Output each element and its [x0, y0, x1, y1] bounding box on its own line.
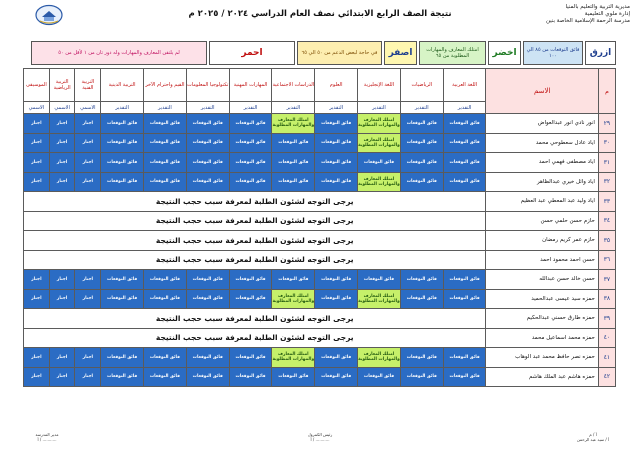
grade-cell: فائق التوقعات — [400, 153, 443, 173]
grade-cell: فائق التوقعات — [186, 114, 229, 134]
grade-cell: فائق التوقعات — [101, 289, 144, 309]
grade-cell: فائق التوقعات — [229, 172, 272, 192]
grade-cell: فائق التوقعات — [272, 172, 315, 192]
grade-cell: اجتاز — [75, 114, 101, 134]
grade-cell: فائق التوقعات — [443, 153, 486, 173]
grade-cell: اجتاز — [24, 270, 50, 290]
grade-cell: فائق التوقعات — [143, 367, 186, 387]
grade-cell: فائق التوقعات — [443, 270, 486, 290]
grade-cell: فائق التوقعات — [143, 153, 186, 173]
header-subject-math: الرياضيات — [400, 69, 443, 102]
grade-cell: فائق التوقعات — [315, 153, 358, 173]
row-number: ٣١ — [598, 153, 615, 173]
grade-cell: اجتاز — [49, 289, 75, 309]
grade-cell: اجتاز — [24, 114, 50, 134]
grade-cell: اجتاز — [75, 172, 101, 192]
grade-cell: فائق التوقعات — [186, 153, 229, 173]
grade-cell: امتلك المعارف والمهارات المطلوبة — [272, 289, 315, 309]
table-row — [24, 309, 616, 329]
grade-cell: فائق التوقعات — [443, 172, 486, 192]
row-number: ٣٧ — [598, 270, 615, 290]
grade-cell: امتلك المعارف والمهارات المطلوبة — [358, 114, 401, 134]
grade-cell: فائق التوقعات — [400, 348, 443, 368]
grade-cell: فائق التوقعات — [400, 172, 443, 192]
grade-cell: فائق التوقعات — [186, 289, 229, 309]
grade-cell: اجتاز — [49, 270, 75, 290]
grade-cell: فائق التوقعات — [101, 348, 144, 368]
grade-cell: امتلك المعارف والمهارات المطلوبة — [358, 289, 401, 309]
grade-cell: فائق التوقعات — [186, 367, 229, 387]
header-subject-music: الموسيقى — [24, 69, 50, 102]
table-row — [24, 114, 616, 134]
student-name: حسن خالد حسن عبدالله — [486, 270, 598, 290]
row-number: ٣٦ — [598, 250, 615, 270]
header-grade-4: التقدير — [315, 102, 358, 114]
row-number: ٣٣ — [598, 192, 615, 212]
grade-cell: اجتاز — [75, 367, 101, 387]
row-number: ٣٩ — [598, 309, 615, 329]
header-subject-religion: التربية الدينية — [101, 69, 144, 102]
grade-cell: فائق التوقعات — [315, 289, 358, 309]
header-grade-3: التقدير — [358, 102, 401, 114]
grade-cell: فائق التوقعات — [229, 289, 272, 309]
grade-cell: امتلك المعارف والمهارات المطلوبة — [358, 172, 401, 192]
legend-green-description: امتلك المعارف والمهارات المطلوبة من ٦٥ — [419, 41, 486, 65]
grade-cell: فائق التوقعات — [443, 348, 486, 368]
grade-cell: فائق التوقعات — [229, 133, 272, 153]
grade-cell: اجتاز — [49, 153, 75, 173]
grade-cell: فائق التوقعات — [101, 133, 144, 153]
org-line-1: مديرية التربية والتعليم بالمنيا — [565, 4, 630, 10]
grade-cell: فائق التوقعات — [315, 172, 358, 192]
signature-center: رئيس الكنترول أ / ........... — [307, 432, 333, 442]
grade-cell: فائق التوقعات — [143, 270, 186, 290]
student-name: اياد وائل خيري عبدالظاهر — [486, 172, 598, 192]
grade-cell: اجتاز — [24, 172, 50, 192]
grade-cell: فائق التوقعات — [229, 270, 272, 290]
grade-cell: فائق التوقعات — [143, 348, 186, 368]
header-grade-10: الاسمي — [75, 102, 101, 114]
withheld-result-message: يرجى التوجه لشئون الطلبة لمعرفة سبب حجب النتيجة — [24, 250, 486, 270]
grade-cell: اجتاز — [75, 289, 101, 309]
grade-cell: فائق التوقعات — [315, 348, 358, 368]
table-row — [24, 192, 616, 212]
grade-cell: فائق التوقعات — [400, 289, 443, 309]
grade-cell: فائق التوقعات — [186, 348, 229, 368]
legend-blue-label: ازرق — [585, 41, 616, 65]
grade-cell: اجتاز — [75, 270, 101, 290]
grade-cell: اجتاز — [75, 153, 101, 173]
grade-cell: فائق التوقعات — [272, 270, 315, 290]
legend-yellow-label: اصفر — [384, 41, 417, 65]
row-number: ٢٩ — [598, 114, 615, 134]
row-number: ٣٠ — [598, 133, 615, 153]
row-number: ٣٨ — [598, 289, 615, 309]
grade-cell: فائق التوقعات — [101, 114, 144, 134]
grade-cell: فائق التوقعات — [272, 367, 315, 387]
grade-cell: فائق التوقعات — [443, 133, 486, 153]
header-grade-9: التقدير — [101, 102, 144, 114]
student-name: انور نادي انور عبدالعواض — [486, 114, 598, 134]
header-grade-11: الاسمي — [49, 102, 75, 114]
grade-cell: اجتاز — [49, 114, 75, 134]
table-row — [24, 211, 616, 231]
header-grade-2: التقدير — [400, 102, 443, 114]
grade-cell: فائق التوقعات — [400, 270, 443, 290]
row-number: ٤٢ — [598, 367, 615, 387]
grade-cell: فائق التوقعات — [186, 270, 229, 290]
header-grade-12: الاسمي — [24, 102, 50, 114]
withheld-result-message: يرجى التوجه لشئون الطلبة لمعرفة سبب حجب النتيجة — [24, 211, 486, 231]
grade-cell: فائق التوقعات — [358, 153, 401, 173]
grade-cell: فائق التوقعات — [101, 270, 144, 290]
grade-cell: اجتاز — [75, 133, 101, 153]
header-subject-english: اللغة الإنجليزية — [358, 69, 401, 102]
legend-green-label: اخضر — [488, 41, 521, 65]
student-name: حمزه سيد عيسى عبدالحميد — [486, 289, 598, 309]
grade-cell: فائق التوقعات — [186, 133, 229, 153]
header-subject-ict: تكنولوجيا المعلومات — [186, 69, 229, 102]
table-row — [24, 328, 616, 348]
student-name: حسن احمد محمود احمد — [486, 250, 598, 270]
grade-cell: اجتاز — [24, 348, 50, 368]
grade-cell: فائق التوقعات — [443, 114, 486, 134]
table-row — [24, 231, 616, 251]
grade-cell: فائق التوقعات — [143, 172, 186, 192]
grade-cell: فائق التوقعات — [229, 114, 272, 134]
grade-cell: اجتاز — [49, 133, 75, 153]
header-name: الاسم — [486, 69, 598, 114]
grade-cell: فائق التوقعات — [315, 367, 358, 387]
row-number: ٤٠ — [598, 328, 615, 348]
row-number: ٣٥ — [598, 231, 615, 251]
signature-right: أ / م أ / سيد عبد الرحمن — [576, 432, 610, 442]
withheld-result-message: يرجى التوجه لشئون الطلبة لمعرفة سبب حجب النتيجة — [24, 231, 486, 251]
student-name: حازم عمر كريم رمضان — [486, 231, 598, 251]
legend-blue-description: فائق التوقعات من ٨٥ الي ١٠٠ — [523, 41, 583, 65]
grade-cell: فائق التوقعات — [101, 367, 144, 387]
grade-cell: امتلك المعارف والمهارات المطلوبة — [272, 348, 315, 368]
grade-cell: امتلك المعارف والمهارات المطلوبة — [358, 133, 401, 153]
header-subject-arabic: اللغة العربية — [443, 69, 486, 102]
grade-cell: فائق التوقعات — [272, 153, 315, 173]
grade-cell: فائق التوقعات — [229, 367, 272, 387]
header-grade-8: التقدير — [143, 102, 186, 114]
table-row — [24, 133, 616, 153]
grade-cell: فائق التوقعات — [315, 270, 358, 290]
grade-cell: فائق التوقعات — [315, 114, 358, 134]
org-line-2: إدارة ملوي التعليمية — [584, 11, 630, 17]
withheld-result-message: يرجى التوجه لشئون الطلبة لمعرفة سبب حجب النتيجة — [24, 192, 486, 212]
row-number: ٣٢ — [598, 172, 615, 192]
grade-cell: فائق التوقعات — [101, 153, 144, 173]
student-name: حازم حسن حلمي حسن — [486, 211, 598, 231]
org-line-3: مدرسة الرحمة الإسلامية الخاصة بنين — [545, 18, 630, 24]
grade-cell: امتلك المعارف والمهارات المطلوبة — [272, 114, 315, 134]
table-row — [24, 367, 616, 387]
header-subject-art: التربية الفنية — [75, 69, 101, 102]
grade-cell: فائق التوقعات — [315, 133, 358, 153]
grade-cell: اجتاز — [24, 289, 50, 309]
grade-cell: فائق التوقعات — [143, 289, 186, 309]
student-name: حمزه نصر حافظ محمد عبد الوهاب — [486, 348, 598, 368]
table-row — [24, 289, 616, 309]
page-title: نتيجة الصف الرابع الابتدائي نصف العام الدراسي ٢٠٢٤ / ٢٠٢٥ م — [188, 9, 452, 19]
row-number: ٣٤ — [598, 211, 615, 231]
header-subject-social: الدراسات الاجتماعية — [272, 69, 315, 102]
table-row — [24, 250, 616, 270]
school-logo-icon — [34, 4, 64, 26]
grade-cell: فائق التوقعات — [358, 270, 401, 290]
grade-cell: امتلك المعارف والمهارات المطلوبة — [358, 348, 401, 368]
grade-cell: اجتاز — [24, 133, 50, 153]
student-name: اياد وليد عبد المعطي عبد العظيم — [486, 192, 598, 212]
grade-cell: فائق التوقعات — [186, 172, 229, 192]
grade-cell: اجتاز — [24, 153, 50, 173]
header-grade-1: التقدير — [443, 102, 486, 114]
header-number: م — [598, 69, 615, 114]
student-name: حمزه طارق حسني عبدالحكيم — [486, 309, 598, 329]
legend-yellow-description: في حاجة لبعض الدعم من ٥٠ الي ٦٥ — [297, 41, 382, 65]
organization-block — [500, 4, 630, 25]
grade-cell: فائق التوقعات — [143, 114, 186, 134]
header-grade-7: التقدير — [186, 102, 229, 114]
student-name: حمزه محمد اسماعيل محمد — [486, 328, 598, 348]
withheld-result-message: يرجى التوجه لشئون الطلبة لمعرفة سبب حجب النتيجة — [24, 309, 486, 329]
grade-cell: فائق التوقعات — [400, 133, 443, 153]
grade-cell: فائق التوقعات — [272, 133, 315, 153]
row-number: ٤١ — [598, 348, 615, 368]
grade-cell: فائق التوقعات — [229, 153, 272, 173]
results-table — [23, 68, 616, 387]
grade-cell: اجتاز — [49, 172, 75, 192]
legend-red-label: احمر — [209, 41, 295, 65]
grade-cell: فائق التوقعات — [143, 133, 186, 153]
student-name: حمزه هاشم عبد الملك هاشم — [486, 367, 598, 387]
student-name: اياد عادل سعطوحي محمد — [486, 133, 598, 153]
grade-cell: اجتاز — [24, 367, 50, 387]
grade-cell: فائق التوقعات — [229, 348, 272, 368]
table-row — [24, 348, 616, 368]
table-row — [24, 270, 616, 290]
header-grade-6: التقدير — [229, 102, 272, 114]
header-subject-values: القيم واحترام الآخر — [143, 69, 186, 102]
withheld-result-message: يرجى التوجه لشئون الطلبة لمعرفة سبب حجب النتيجة — [24, 328, 486, 348]
grade-cell: فائق التوقعات — [101, 172, 144, 192]
grade-cell: فائق التوقعات — [400, 114, 443, 134]
legend-red-description: لم يلتقن المعارف والمهارات وله دور ثان من ١ لأقل من ٥٠ — [31, 41, 207, 65]
header-subject-vocational: المهارات المهنية — [229, 69, 272, 102]
header-subject-pe: التربية الرياضية — [49, 69, 75, 102]
student-name: اياد مصطفى فهمي احمد — [486, 153, 598, 173]
table-row — [24, 172, 616, 192]
signature-left: مدير المدرسة أ / ........... — [35, 432, 59, 442]
grade-cell: اجتاز — [49, 367, 75, 387]
table-row — [24, 153, 616, 173]
grade-cell: فائق التوقعات — [443, 367, 486, 387]
grade-cell: فائق التوقعات — [443, 289, 486, 309]
grade-cell: فائق التوقعات — [358, 367, 401, 387]
grade-legend — [23, 41, 616, 65]
grade-cell: اجتاز — [49, 348, 75, 368]
grade-cell: فائق التوقعات — [400, 367, 443, 387]
header-grade-5: التقدير — [272, 102, 315, 114]
grade-cell: اجتاز — [75, 348, 101, 368]
header-subject-science: العلوم — [315, 69, 358, 102]
